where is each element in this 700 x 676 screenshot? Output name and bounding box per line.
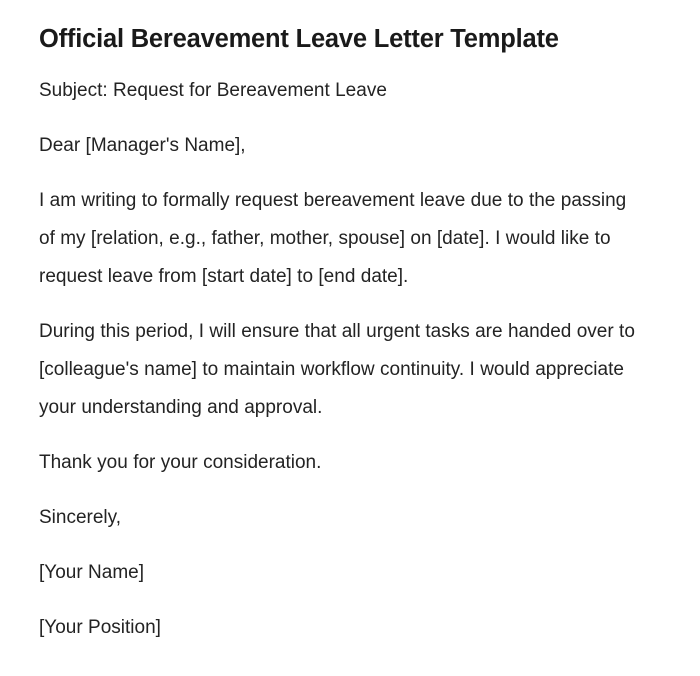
closing-line: Sincerely, (39, 507, 122, 528)
handover-body-paragraph: During this period, I will ensure that all urgent tasks are handed over to [colleague's name] to maintain workflow continuity. I would appreciate your understanding and approval. (39, 321, 635, 418)
signature-position: [Your Position] (39, 617, 161, 638)
letter-body (39, 72, 642, 647)
thanks-line: Thank you for your consideration. (39, 452, 322, 473)
subject-line: Subject: Request for Bereavement Leave (39, 80, 387, 101)
page-title: Official Bereavement Leave Letter Template (39, 25, 559, 53)
signature-name: [Your Name] (39, 562, 145, 583)
request-body-paragraph: I am writing to formally request bereavement leave due to the passing of my [relation, e.g., father, mother, spouse] on [date]. I would like to request leave from [start date] to [end date]. (39, 190, 627, 287)
salutation: Dear [Manager's Name], (39, 135, 246, 156)
